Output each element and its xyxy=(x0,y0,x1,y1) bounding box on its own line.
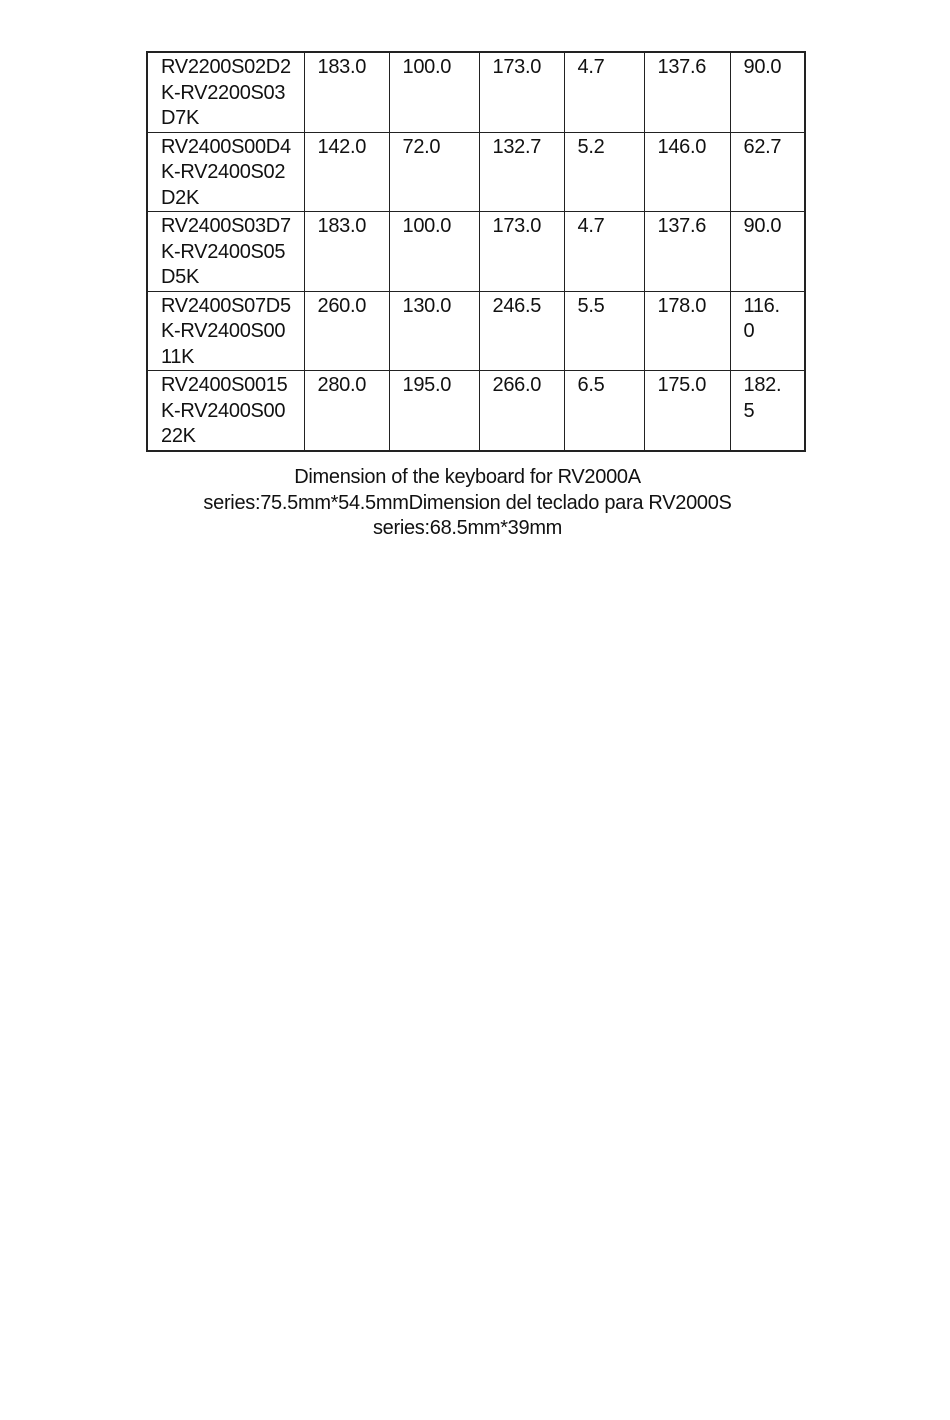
value-cell: 142.0 xyxy=(304,132,389,212)
value-cell: 183.0 xyxy=(304,52,389,132)
value-cell: 260.0 xyxy=(304,291,389,371)
value-cell: 173.0 xyxy=(479,52,564,132)
value-cell: 100.0 xyxy=(389,52,479,132)
model-cell: RV2400S07D5K-RV2400S0011K xyxy=(147,291,304,371)
value-cell: 182.5 xyxy=(730,371,805,451)
value-cell: 175.0 xyxy=(644,371,730,451)
value-cell: 90.0 xyxy=(730,212,805,292)
table-row xyxy=(147,291,805,371)
model-cell: RV2400S0015K-RV2400S0022K xyxy=(147,371,304,451)
value-cell: 266.0 xyxy=(479,371,564,451)
value-cell: 280.0 xyxy=(304,371,389,451)
table-row xyxy=(147,212,805,292)
value-cell: 4.7 xyxy=(564,212,644,292)
value-cell: 146.0 xyxy=(644,132,730,212)
caption-line: Dimension of the keyboard for RV2000A xyxy=(294,466,641,488)
model-cell: RV2400S00D4K-RV2400S02D2K xyxy=(147,132,304,212)
value-cell: 130.0 xyxy=(389,291,479,371)
value-cell: 6.5 xyxy=(564,371,644,451)
value-cell: 5.2 xyxy=(564,132,644,212)
value-cell: 100.0 xyxy=(389,212,479,292)
value-cell: 132.7 xyxy=(479,132,564,212)
value-cell: 173.0 xyxy=(479,212,564,292)
value-cell: 246.5 xyxy=(479,291,564,371)
value-cell: 137.6 xyxy=(644,52,730,132)
value-cell: 90.0 xyxy=(730,52,805,132)
caption-line: series:75.5mm*54.5mmDimension del teclado para RV2000S xyxy=(203,491,732,514)
keyboard-dimension-caption xyxy=(0,465,935,542)
value-cell: 137.6 xyxy=(644,212,730,292)
value-cell: 5.5 xyxy=(564,291,644,371)
value-cell: 195.0 xyxy=(389,371,479,451)
model-cell: RV2400S03D7K-RV2400S05D5K xyxy=(147,212,304,292)
table-row xyxy=(147,52,805,132)
value-cell: 116.0 xyxy=(730,291,805,371)
table-row xyxy=(147,371,805,451)
value-cell: 4.7 xyxy=(564,52,644,132)
value-cell: 183.0 xyxy=(304,212,389,292)
table-row xyxy=(147,132,805,212)
caption-line: series:68.5mm*39mm xyxy=(372,517,563,539)
value-cell: 62.7 xyxy=(730,132,805,212)
dimension-table xyxy=(146,51,806,452)
value-cell: 178.0 xyxy=(644,291,730,371)
value-cell: 72.0 xyxy=(389,132,479,212)
model-cell: RV2200S02D2K-RV2200S03D7K xyxy=(147,52,304,132)
